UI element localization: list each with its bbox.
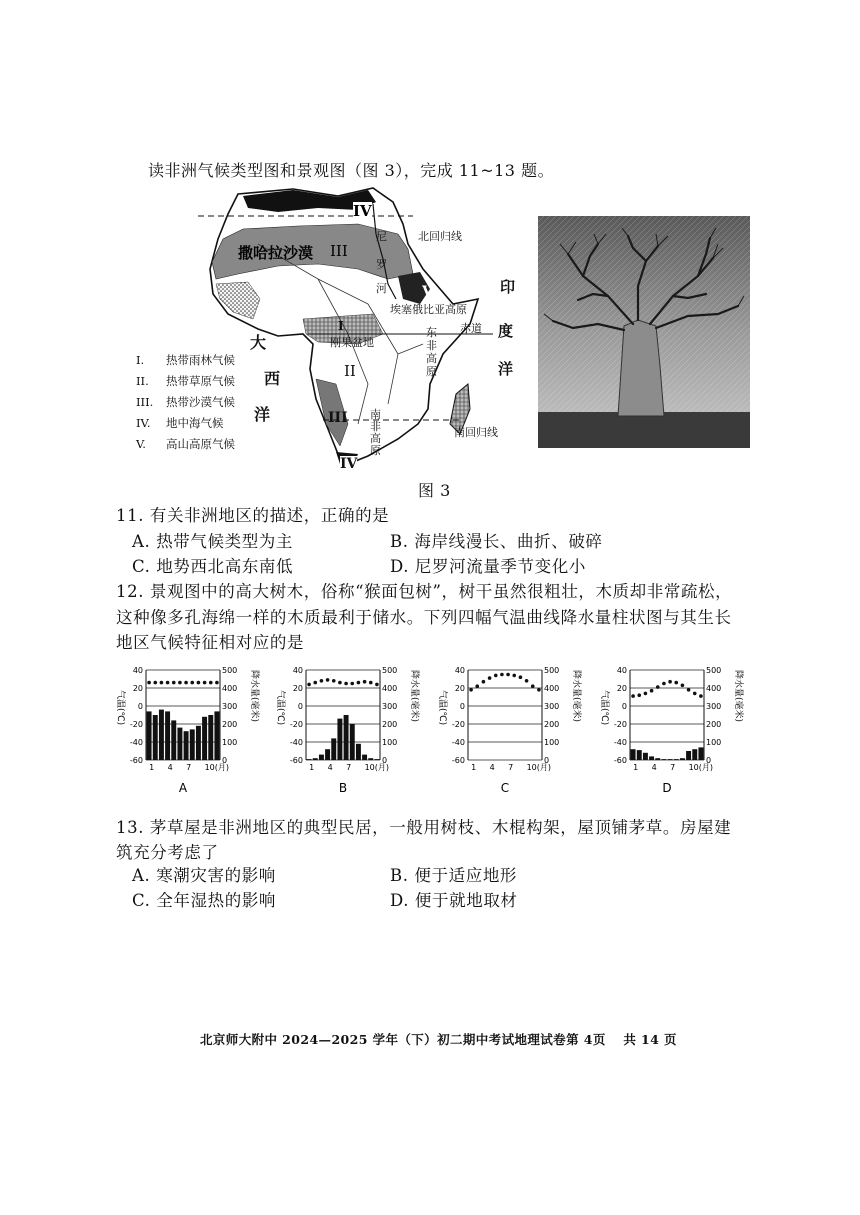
temperature-point <box>190 681 194 685</box>
africa-climate-map <box>136 184 528 474</box>
tick-label-temperature: -20 <box>289 720 303 729</box>
temperature-point <box>519 675 523 679</box>
tick-label-month: 10(月) <box>364 763 390 772</box>
q13-line-2: 筑充分考虑了 <box>116 843 219 862</box>
temperature-point <box>681 684 685 688</box>
temperature-point <box>475 684 479 688</box>
temperature-point <box>637 693 641 697</box>
map-label-congo: 刚果盆地 <box>330 336 374 349</box>
tick-label-temperature: 0 <box>459 702 465 711</box>
temperature-point <box>693 692 697 696</box>
temperature-point <box>172 681 176 685</box>
tick-label-precipitation: 500 <box>382 666 398 675</box>
temperature-point <box>687 688 691 692</box>
tick-label-month: 10(月) <box>526 763 552 772</box>
precipitation-bar <box>692 749 697 760</box>
tick-label-temperature: 20 <box>616 684 627 693</box>
axis-label-precipitation: 降水量(毫米) <box>733 670 743 723</box>
climate-chart-a[interactable] <box>112 660 262 800</box>
map-label-iii-south: III <box>328 410 348 426</box>
temperature-point <box>668 680 672 684</box>
tick-label-month: 1 <box>471 763 477 772</box>
q11-option-a[interactable]: A. 热带气候类型为主 <box>132 532 294 551</box>
q11-option-d[interactable]: D. 尼罗河流量季节变化小 <box>390 557 586 576</box>
map-label-east-africa-4: 原 <box>426 365 437 378</box>
baobab-tree-image <box>538 216 750 448</box>
q13-option-d[interactable]: D. 便于就地取材 <box>390 891 518 910</box>
tick-label-temperature: -60 <box>129 756 143 765</box>
temperature-point <box>369 681 373 685</box>
map-label-nile-3: 河 <box>376 282 387 295</box>
tick-label-precipitation: 0 <box>382 756 388 765</box>
temperature-point <box>644 692 648 696</box>
legend-row-3: III. 热带沙漠气候 <box>136 395 235 409</box>
temperature-point <box>488 676 492 680</box>
precipitation-bar <box>637 750 642 760</box>
intro-text: 读非洲气候类型图和景观图（图 3），完成 11~13 题。 <box>148 161 555 180</box>
tick-label-precipitation: 200 <box>544 720 560 729</box>
temperature-point <box>326 678 330 682</box>
precipitation-bar <box>153 715 158 760</box>
tick-label-month: 7 <box>670 763 676 772</box>
map-label-east-africa-1: 东 <box>426 326 437 339</box>
tick-label-temperature: -20 <box>451 720 465 729</box>
tick-label-temperature: 20 <box>454 684 465 693</box>
precipitation-bar <box>643 753 648 760</box>
precipitation-bar <box>325 749 330 760</box>
temperature-point <box>494 674 498 678</box>
precipitation-bar <box>668 759 673 760</box>
precipitation-bar <box>202 717 207 760</box>
tick-label-temperature: 40 <box>292 666 303 675</box>
precipitation-bar <box>674 759 679 760</box>
tick-label-precipitation: 0 <box>222 756 228 765</box>
precipitation-bar <box>661 759 666 760</box>
axis-label-precipitation: 降水量(毫米) <box>249 670 259 723</box>
q12-line-2: 这种像多孔海绵一样的木质最利于储水。下列四幅气温曲线降水量柱状图与其生长 <box>116 608 732 627</box>
tick-label-month: 7 <box>186 763 192 772</box>
tick-label-temperature: 0 <box>621 702 627 711</box>
q13-option-b[interactable]: B. 便于适应地形 <box>390 866 518 885</box>
temperature-point <box>153 681 157 685</box>
tick-label-temperature: -60 <box>289 756 303 765</box>
temperature-point <box>178 681 182 685</box>
temperature-point <box>160 681 164 685</box>
temperature-point <box>650 689 654 693</box>
precipitation-bar <box>337 719 342 760</box>
temperature-point <box>184 681 188 685</box>
precipitation-bar <box>190 729 195 760</box>
tick-label-month: 10(月) <box>688 763 714 772</box>
q13-option-a[interactable]: A. 寒潮灾害的影响 <box>132 866 276 885</box>
axis-label-temperature: 气温(℃) <box>599 690 609 726</box>
baobab-photo <box>538 216 750 448</box>
tick-label-temperature: -60 <box>613 756 627 765</box>
tick-label-temperature: 40 <box>616 666 627 675</box>
tick-label-month: 7 <box>346 763 352 772</box>
tick-label-precipitation: 100 <box>544 738 560 747</box>
precipitation-bar <box>680 758 685 760</box>
tick-label-temperature: -40 <box>613 738 627 747</box>
precipitation-bar <box>350 724 355 760</box>
tick-label-precipitation: 400 <box>544 684 560 693</box>
map-label-v: V <box>422 284 433 300</box>
tick-label-precipitation: 300 <box>382 702 398 711</box>
temperature-point <box>482 680 486 684</box>
tick-label-month: 4 <box>489 763 495 772</box>
temperature-point <box>469 688 473 692</box>
tick-label-temperature: 20 <box>292 684 303 693</box>
temperature-point <box>674 681 678 685</box>
temperature-point <box>525 679 529 683</box>
precipitation-bar <box>362 755 367 760</box>
tick-label-precipitation: 0 <box>706 756 712 765</box>
tick-label-precipitation: 100 <box>706 738 722 747</box>
tick-label-temperature: 40 <box>454 666 465 675</box>
tick-label-precipitation: 200 <box>382 720 398 729</box>
map-label-iv-south: IV <box>340 456 358 472</box>
precipitation-bar <box>307 759 312 760</box>
temperature-point <box>332 679 336 683</box>
map-label-indian-3: 洋 <box>498 360 514 378</box>
precipitation-bar <box>698 747 703 760</box>
precipitation-bar <box>171 720 176 760</box>
tick-label-precipitation: 500 <box>706 666 722 675</box>
axis-label-precipitation: 降水量(毫米) <box>571 670 581 723</box>
map-label-iv-north: IV <box>353 202 372 220</box>
precipitation-bar <box>655 758 660 760</box>
map-legend <box>136 352 235 457</box>
temperature-point <box>203 681 207 685</box>
temperature-point <box>375 683 379 687</box>
temperature-point <box>506 673 510 677</box>
map-label-i: I <box>338 319 344 333</box>
axis-label-temperature: 气温(℃) <box>115 690 125 726</box>
precipitation-bar <box>147 711 152 760</box>
tick-label-precipitation: 300 <box>706 702 722 711</box>
precipitation-bar <box>344 715 349 760</box>
q12-line-3: 地区气候特征相对应的是 <box>116 633 305 652</box>
map-label-south-africa-4: 原 <box>370 444 381 457</box>
tick-label-precipitation: 300 <box>222 702 238 711</box>
tick-label-temperature: 40 <box>132 666 143 675</box>
tick-label-temperature: 20 <box>132 684 143 693</box>
climate-charts-row <box>112 660 752 800</box>
q13-line-1: 13. 茅草屋是非洲地区的典型民居，一般用树枝、木棍构架，屋顶铺茅草。房屋建 <box>116 818 732 837</box>
map-label-east-africa-3: 高 <box>426 352 437 365</box>
tick-label-precipitation: 500 <box>222 666 238 675</box>
tick-label-month: 4 <box>327 763 333 772</box>
tick-label-month: 10(月) <box>204 763 230 772</box>
temperature-point <box>363 680 367 684</box>
temperature-point <box>537 688 541 692</box>
tick-label-temperature: -20 <box>613 720 627 729</box>
precipitation-bar <box>165 711 170 760</box>
map-label-iii-north: III <box>330 242 348 260</box>
q11-stem: 11. 有关非洲地区的描述，正确的是 <box>116 506 390 525</box>
climate-chart-d[interactable] <box>596 660 746 800</box>
q11-option-b[interactable]: B. 海岸线漫长、曲折、破碎 <box>390 532 603 551</box>
legend-row-5: V. 高山高原气候 <box>136 437 235 451</box>
tick-label-month: 7 <box>508 763 514 772</box>
chart-option-label: D <box>662 781 672 795</box>
precipitation-bar <box>356 744 361 760</box>
map-label-atlantic-3: 洋 <box>254 405 271 424</box>
temperature-point <box>147 681 151 685</box>
temperature-point <box>166 681 170 685</box>
tick-label-precipitation: 400 <box>706 684 722 693</box>
tick-label-precipitation: 400 <box>382 684 398 693</box>
tick-label-precipitation: 0 <box>544 756 550 765</box>
climate-chart-b[interactable] <box>272 660 422 800</box>
precipitation-bar <box>631 749 636 760</box>
figure-caption: 图 3 <box>418 481 451 500</box>
tick-label-precipitation: 300 <box>544 702 560 711</box>
map-label-sahara: 撒哈拉沙漠 <box>238 244 314 262</box>
precipitation-bar <box>177 728 182 760</box>
tick-label-temperature: -40 <box>129 738 143 747</box>
map-label-equator: 赤道 <box>460 322 482 335</box>
tick-label-month: 1 <box>149 763 155 772</box>
precipitation-bar <box>368 758 373 760</box>
precipitation-bar <box>649 756 654 760</box>
precipitation-bar <box>319 755 324 760</box>
tick-label-temperature: 0 <box>297 702 303 711</box>
tick-label-temperature: -20 <box>129 720 143 729</box>
tick-label-temperature: -40 <box>451 738 465 747</box>
temperature-point <box>350 682 354 686</box>
precipitation-bar <box>686 751 691 760</box>
map-label-indian-2: 度 <box>498 322 514 340</box>
legend-row-4: IV. 地中海气候 <box>136 416 224 430</box>
map-label-south-africa-1: 南 <box>370 408 381 421</box>
precipitation-bar <box>196 726 201 760</box>
page-footer: 北京师大附中 2024—2025 学年（下）初二期中考试地理试卷第 4页 共 14 页 <box>200 1032 677 1047</box>
temperature-point <box>357 681 361 685</box>
map-label-atlantic-1: 大 <box>250 333 267 352</box>
temperature-point <box>656 685 660 689</box>
tick-label-month: 1 <box>309 763 315 772</box>
precipitation-bar <box>374 759 379 760</box>
map-label-ii: II <box>344 362 356 380</box>
chart-option-label: A <box>178 781 188 795</box>
tick-label-month: 1 <box>633 763 639 772</box>
tick-label-precipitation: 200 <box>222 720 238 729</box>
tick-label-temperature: 0 <box>137 702 143 711</box>
temperature-point <box>631 694 635 698</box>
temperature-point <box>338 681 342 685</box>
map-label-ethiopia: 埃塞俄比亚高原 <box>390 303 467 316</box>
axis-label-precipitation: 降水量(毫米) <box>409 670 419 723</box>
map-label-south-africa-2: 非 <box>370 420 381 433</box>
temperature-point <box>512 674 516 678</box>
precipitation-bar <box>214 711 219 760</box>
map-label-nile-2: 罗 <box>376 258 387 271</box>
temperature-point <box>307 683 311 687</box>
temperature-point <box>699 694 703 698</box>
tick-label-precipitation: 100 <box>222 738 238 747</box>
tick-label-temperature: -40 <box>289 738 303 747</box>
tick-label-precipitation: 100 <box>382 738 398 747</box>
chart-option-label: B <box>338 781 348 795</box>
q12-line-1: 12. 景观图中的高大树木，俗称“猴面包树”，树干虽然很粗壮，木质却非常疏松， <box>116 582 733 601</box>
temperature-point <box>215 681 219 685</box>
tick-label-precipitation: 400 <box>222 684 238 693</box>
tick-label-precipitation: 200 <box>706 720 722 729</box>
q13-option-c[interactable]: C. 全年湿热的影响 <box>132 891 277 910</box>
temperature-point <box>209 681 213 685</box>
tick-label-temperature: -60 <box>451 756 465 765</box>
map-label-nile-1: 尼 <box>376 230 387 243</box>
precipitation-bar <box>208 715 213 760</box>
map-label-east-africa-2: 非 <box>426 339 437 352</box>
precipitation-bar <box>331 738 336 760</box>
axis-label-temperature: 气温(℃) <box>275 690 285 726</box>
q11-option-c[interactable]: C. 地势西北高东南低 <box>132 557 294 576</box>
chart-option-label: C <box>500 781 510 795</box>
map-label-atlantic-2: 西 <box>264 369 281 388</box>
tick-label-month: 4 <box>167 763 173 772</box>
temperature-point <box>662 682 666 686</box>
climate-chart-c[interactable] <box>434 660 584 800</box>
tick-label-month: 4 <box>651 763 657 772</box>
map-label-south-africa-3: 高 <box>370 432 381 445</box>
legend-row-1: I. 热带雨林气候 <box>136 353 235 367</box>
tick-label-precipitation: 500 <box>544 666 560 675</box>
map-label-indian-1: 印 <box>500 278 516 296</box>
temperature-point <box>320 679 324 683</box>
temperature-point <box>197 681 201 685</box>
precipitation-bar <box>184 731 189 760</box>
precipitation-bar <box>313 758 318 760</box>
map-label-tropic-south: 南回归线 <box>454 426 498 439</box>
axis-label-temperature: 气温(℃) <box>437 690 447 726</box>
temperature-point <box>313 681 317 685</box>
legend-row-2: II. 热带草原气候 <box>136 374 235 388</box>
temperature-point <box>500 673 504 677</box>
map-label-tropic-north: 北回归线 <box>418 230 462 243</box>
precipitation-bar <box>159 710 164 760</box>
temperature-point <box>531 684 535 688</box>
temperature-point <box>344 682 348 686</box>
